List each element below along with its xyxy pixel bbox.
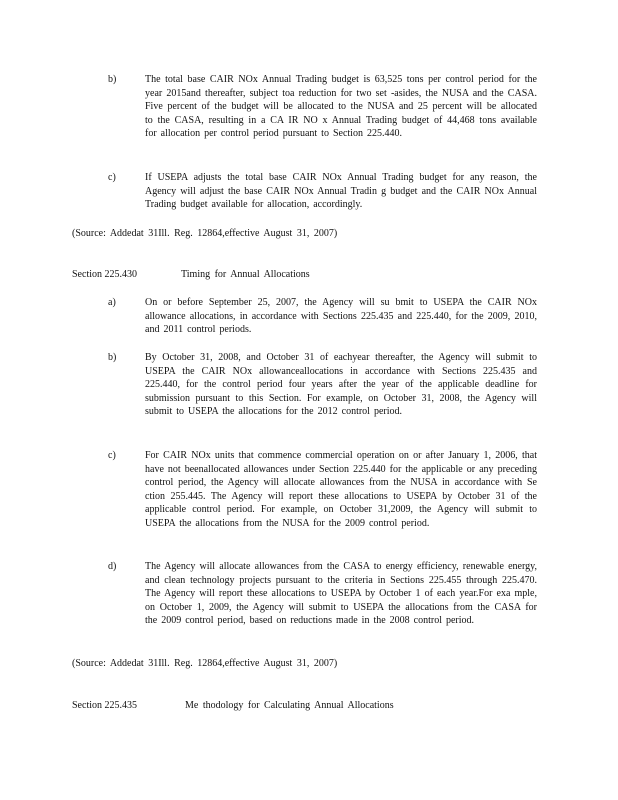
list-label: c)	[108, 450, 116, 461]
paragraph-text: The total base CAIR NOx Annual Trading budget is 63,525 tons per control period for the year 2015and thereafter, subject toa reduction for two set -asides, the NUSA and the CASA. Five percent of the budget will be allocated to the NUSA and 25 percent will be allocated to the CASA, resulting in a CA IR NO x Annual Trading budget of 44,468 tons available for allocation per control period pursuant to Section 225.440.	[145, 74, 537, 140]
list-label: c)	[108, 172, 116, 183]
list-label: d)	[108, 561, 117, 572]
source-note: (Source: Addedat 31Ill. Reg. 12864,effective August 31, 2007)	[72, 658, 338, 669]
list-label: b)	[108, 74, 117, 85]
section-title: Me thodology for Calculating Annual Allocations	[185, 700, 394, 711]
paragraph-text: The Agency will allocate allowances from the CASA to energy efficiency, renewable energy, and clean technology projects pursuant to the criteria in Sections 225.455 through 225.470. The Agency will report these allocations to USEPA by October 1 of each year.For exa mple, on October 1, 2009, the Agency will submit to USEPA the allocations from the CASA for the 2009 control period, based on reductions made in the 2008 control period.	[145, 561, 537, 627]
paragraph-text: On or before September 25, 2007, the Agency will su bmit to USEPA the CAIR NOx allowance allocations, in accordance with Sections 225.435 and 225.440, for the 2009, 2010, and 2011 control periods.	[145, 297, 537, 336]
source-note: (Source: Addedat 31Ill. Reg. 12864,effective August 31, 2007)	[72, 228, 338, 239]
section-number: Section 225.435	[72, 700, 137, 711]
paragraph-text: By October 31, 2008, and October 31 of eachyear thereafter, the Agency will submit to USEPA the CAIR NOx allowanceallocations in accordance with Sections 225.435 and 225.440, for the control period four years after the year of the applicable deadline for submission pursuant to this Section. For example, on October 31, 2008, the Agency will submit to USEPA the allocations for the 2012 control period.	[145, 352, 537, 418]
section-number: Section 225.430	[72, 269, 137, 280]
list-label: a)	[108, 297, 116, 308]
section-title: Timing for Annual Allocations	[181, 269, 310, 280]
paragraph-text: For CAIR NOx units that commence commercial operation on or after January 1, 2006, that have not beenallocated allowances under Section 225.440 for the applicable or any preceding control period, the Agency will allocate allowances from the NUSA in accordance with Se ction 255.445. The Agency will report these allocations to USEPA by October 31 of the applicable control period. For example, on October 31,2009, the Agency will submit to USEPA the allocations from the NUSA for the 2009 control period.	[145, 450, 537, 529]
paragraph-text: If USEPA adjusts the total base CAIR NOx Annual Trading budget for any reason, the Agency will adjust the base CAIR NOx Annual Tradin g budget and the CAIR NOx Annual Trading budget available for allocation, accordingly.	[145, 172, 537, 211]
list-label: b)	[108, 352, 117, 363]
